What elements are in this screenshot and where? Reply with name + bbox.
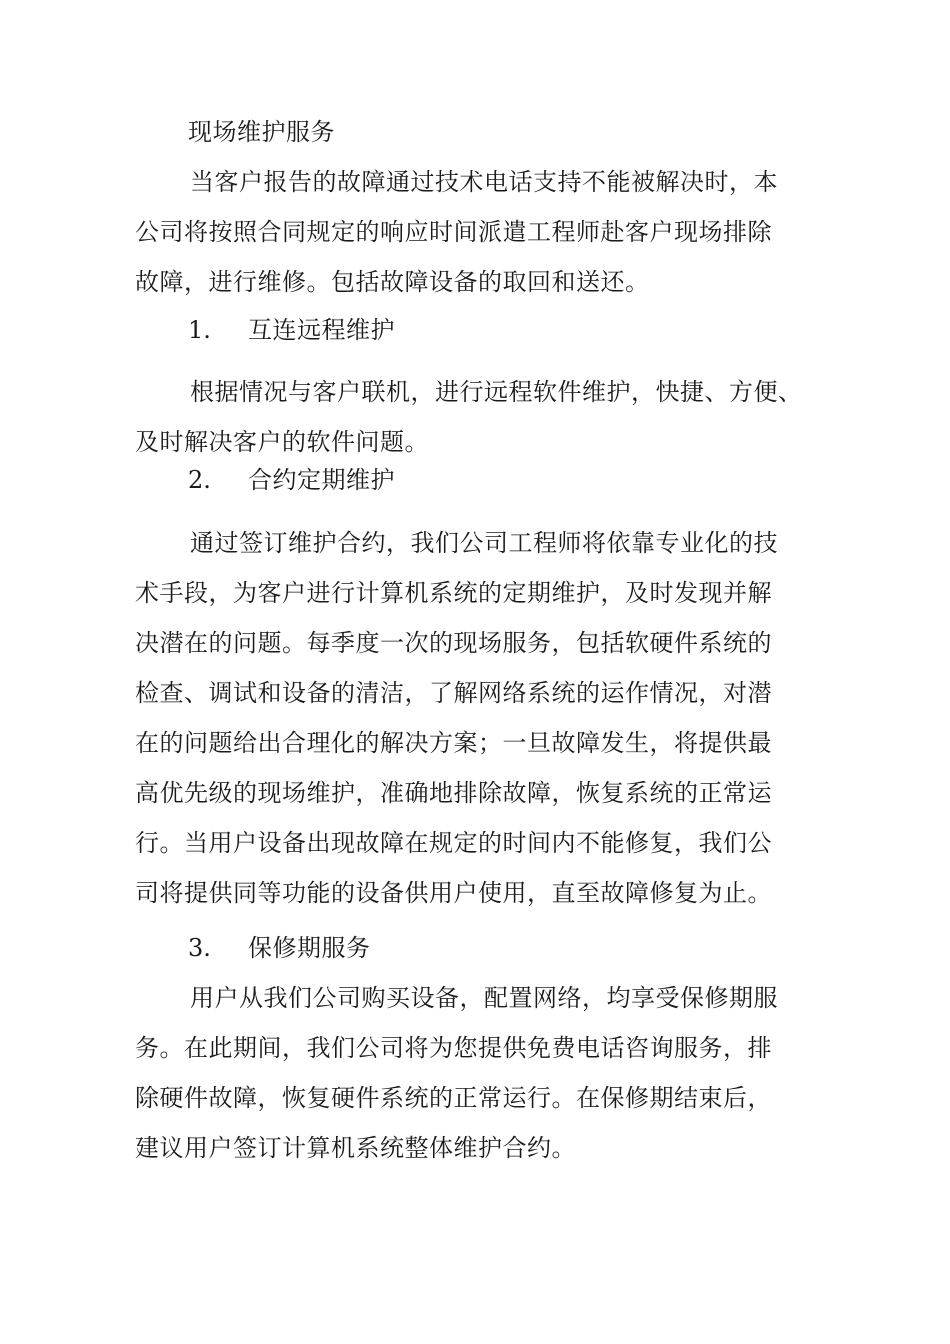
section-heading: 合约定期维护 (248, 466, 395, 494)
section-line: 用户从我们公司购买设备，配置网络，均享受保修期服 (190, 984, 778, 1012)
intro-line: 当客户报告的故障通过技术电话支持不能被解决时，本 (190, 168, 778, 196)
section-heading: 互连远程维护 (248, 316, 395, 344)
section-line: 高优先级的现场维护，准确地排除故障，恢复系统的正常运 (135, 779, 772, 807)
section-number: 2. (188, 466, 211, 494)
section-heading: 保修期服务 (248, 934, 371, 962)
document-title: 现场维护服务 (188, 118, 335, 146)
section-line: 根据情况与客户联机，进行远程软件维护，快捷、方便、 (190, 378, 803, 406)
section-number: 3. (188, 934, 211, 962)
section-line: 在的问题给出合理化的解决方案；一旦故障发生，将提供最 (135, 729, 772, 757)
section-line: 行。当用户设备出现故障在规定的时间内不能修复，我们公 (135, 829, 772, 857)
section-line: 除硬件故障，恢复硬件系统的正常运行。在保修期结束后， (135, 1084, 772, 1112)
intro-line: 故障，进行维修。包括故障设备的取回和送还。 (135, 268, 650, 296)
section-line: 术手段，为客户进行计算机系统的定期维护，及时发现并解 (135, 579, 772, 607)
section-line: 及时解决客户的软件问题。 (135, 428, 429, 456)
section-line: 务。在此期间，我们公司将为您提供免费电话咨询服务，排 (135, 1034, 772, 1062)
section-line: 通过签订维护合约，我们公司工程师将依靠专业化的技 (190, 529, 778, 557)
intro-line: 公司将按照合同规定的响应时间派遣工程师赴客户现场排除 (135, 218, 772, 246)
section-line: 检查、调试和设备的清洁，了解网络系统的运作情况，对潜 (135, 679, 772, 707)
section-number: 1. (188, 316, 211, 344)
section-line: 建议用户签订计算机系统整体维护合约。 (135, 1134, 576, 1162)
section-line: 司将提供同等功能的设备供用户使用，直至故障修复为止。 (135, 879, 772, 907)
section-line: 决潜在的问题。每季度一次的现场服务，包括软硬件系统的 (135, 629, 772, 657)
